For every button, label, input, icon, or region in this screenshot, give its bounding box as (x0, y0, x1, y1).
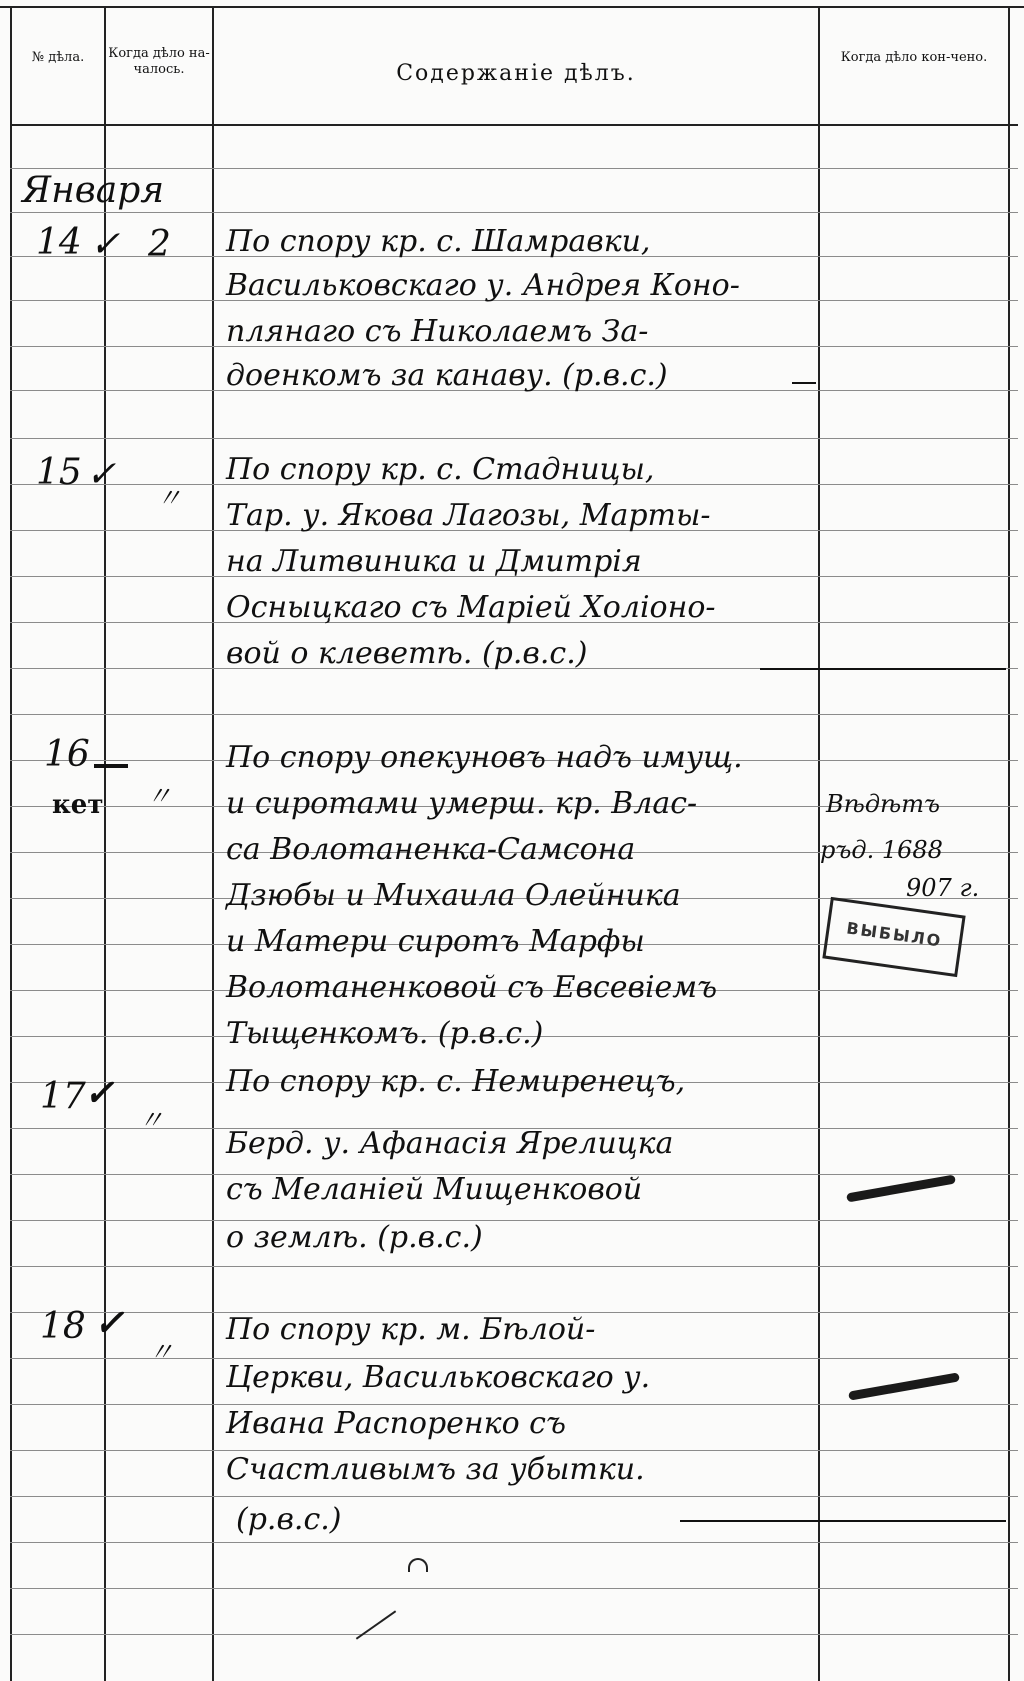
entry-line: вой о клеветѣ. (р.в.с.) (226, 636, 588, 671)
ruled-line (10, 168, 1018, 169)
pen-mark (356, 1610, 396, 1639)
check-mark: ✓ (90, 224, 121, 265)
pen-mark (408, 1558, 428, 1572)
start-date-ditto: 〃 (138, 1106, 165, 1136)
ruled-line (10, 1266, 1018, 1267)
entry-line: и Матери сиротъ Марфы (226, 924, 645, 959)
dash-mark (94, 764, 128, 768)
case-number: 15 (36, 452, 82, 493)
header-end-date: Когда дѣло кон-чено. (840, 50, 988, 65)
header-rule (10, 124, 1018, 126)
entry-line: Ивана Распоренко съ (226, 1406, 566, 1441)
entry-line: Берд. у. Афанасія Ярелицка (226, 1126, 674, 1161)
struck-out-mark (848, 1372, 960, 1400)
start-date-ditto: 〃 (156, 484, 183, 514)
end-note: Вѣдѣтъ (826, 790, 940, 818)
check-mark: ✓ (94, 1302, 125, 1344)
entry-line: Счастливымъ за убытки. (226, 1452, 645, 1487)
ruled-line (10, 1634, 1018, 1635)
entry-line: на Литвиника и Дмитрія (226, 544, 642, 579)
start-date: 2 (148, 224, 171, 265)
ruled-line (10, 1404, 1018, 1405)
check-mark: ✓ (86, 454, 117, 495)
entry-line: Тыщенкомъ. (р.в.с.) (226, 1016, 544, 1051)
ruled-line (10, 1542, 1018, 1543)
entry-line: Осныцкаго съ Маріей Холіоно- (226, 590, 716, 625)
entry-line: Тар. у. Якова Лагозы, Марты- (226, 498, 711, 533)
entry-line: Волотаненковой съ Евсевіемъ (226, 970, 718, 1005)
start-date-ditto: 〃 (146, 782, 173, 812)
entry-line: плянаго съ Николаемъ За- (226, 314, 649, 349)
header-case-number: № дѣла. (31, 50, 85, 65)
check-mark: ✓ (84, 1072, 115, 1114)
entry-line: По спору кр. с. Шамравки, (226, 224, 651, 259)
header-start-date: Когда дѣло на-чалось. (108, 46, 210, 77)
entry-line: Васильковскаго у. Андрея Коно- (226, 268, 740, 303)
closing-dash (760, 668, 1006, 670)
entry-line: и сиротами умерш. кр. Влас- (226, 786, 698, 821)
entry-line: (р.в.с.) (236, 1502, 342, 1537)
entry-line: По спору опекуновъ надъ имущ. (226, 740, 743, 775)
entry-line: По спору кр. м. Бѣлой- (226, 1312, 596, 1347)
entry-line: Дзюбы и Михаила Олейника (226, 878, 681, 913)
ruled-line (10, 1588, 1018, 1589)
ruled-line (10, 714, 1018, 715)
top-rule (0, 6, 1024, 8)
entry-line: са Волотаненка-Самсона (226, 832, 636, 867)
ruled-line (10, 1496, 1018, 1497)
struck-out-mark (846, 1175, 956, 1203)
case-number: 17 (40, 1076, 86, 1117)
column-rule-start (212, 6, 214, 1681)
stamp-box (822, 897, 965, 977)
closing-dash (680, 1520, 1006, 1522)
case-number: 18 (40, 1306, 86, 1347)
month-label: Января (22, 170, 165, 211)
entry-line: доенкомъ за канаву. (р.в.с.) (226, 358, 668, 393)
closing-dash (792, 382, 816, 384)
ruled-line (10, 438, 1018, 439)
entry-line: По спору кр. с. Стадницы, (226, 452, 655, 487)
stamp-text: ВЫБЫЛО (845, 918, 944, 951)
end-note: ръд. 1688 (820, 836, 943, 864)
margin-rule (10, 6, 12, 1681)
entry-line: о землѣ. (р.в.с.) (226, 1220, 483, 1255)
ruled-line (10, 1450, 1018, 1451)
case-number: 16 (44, 734, 90, 775)
start-date-ditto: 〃 (148, 1338, 175, 1368)
column-rule-end (1008, 6, 1010, 1681)
entry-line: Церкви, Васильковскаго у. (226, 1360, 651, 1395)
ruled-line (10, 212, 1018, 213)
end-note: 907 г. (906, 874, 980, 902)
case-number: 14 (36, 222, 82, 263)
ruled-line (10, 1220, 1018, 1221)
entry-line: съ Меланіей Мищенковой (226, 1172, 643, 1207)
entry-line: По спору кр. с. Немиренецъ, (226, 1064, 686, 1099)
case-note: кет (52, 790, 104, 820)
header-contents: Содержаніе дѣлъ. (396, 61, 636, 86)
